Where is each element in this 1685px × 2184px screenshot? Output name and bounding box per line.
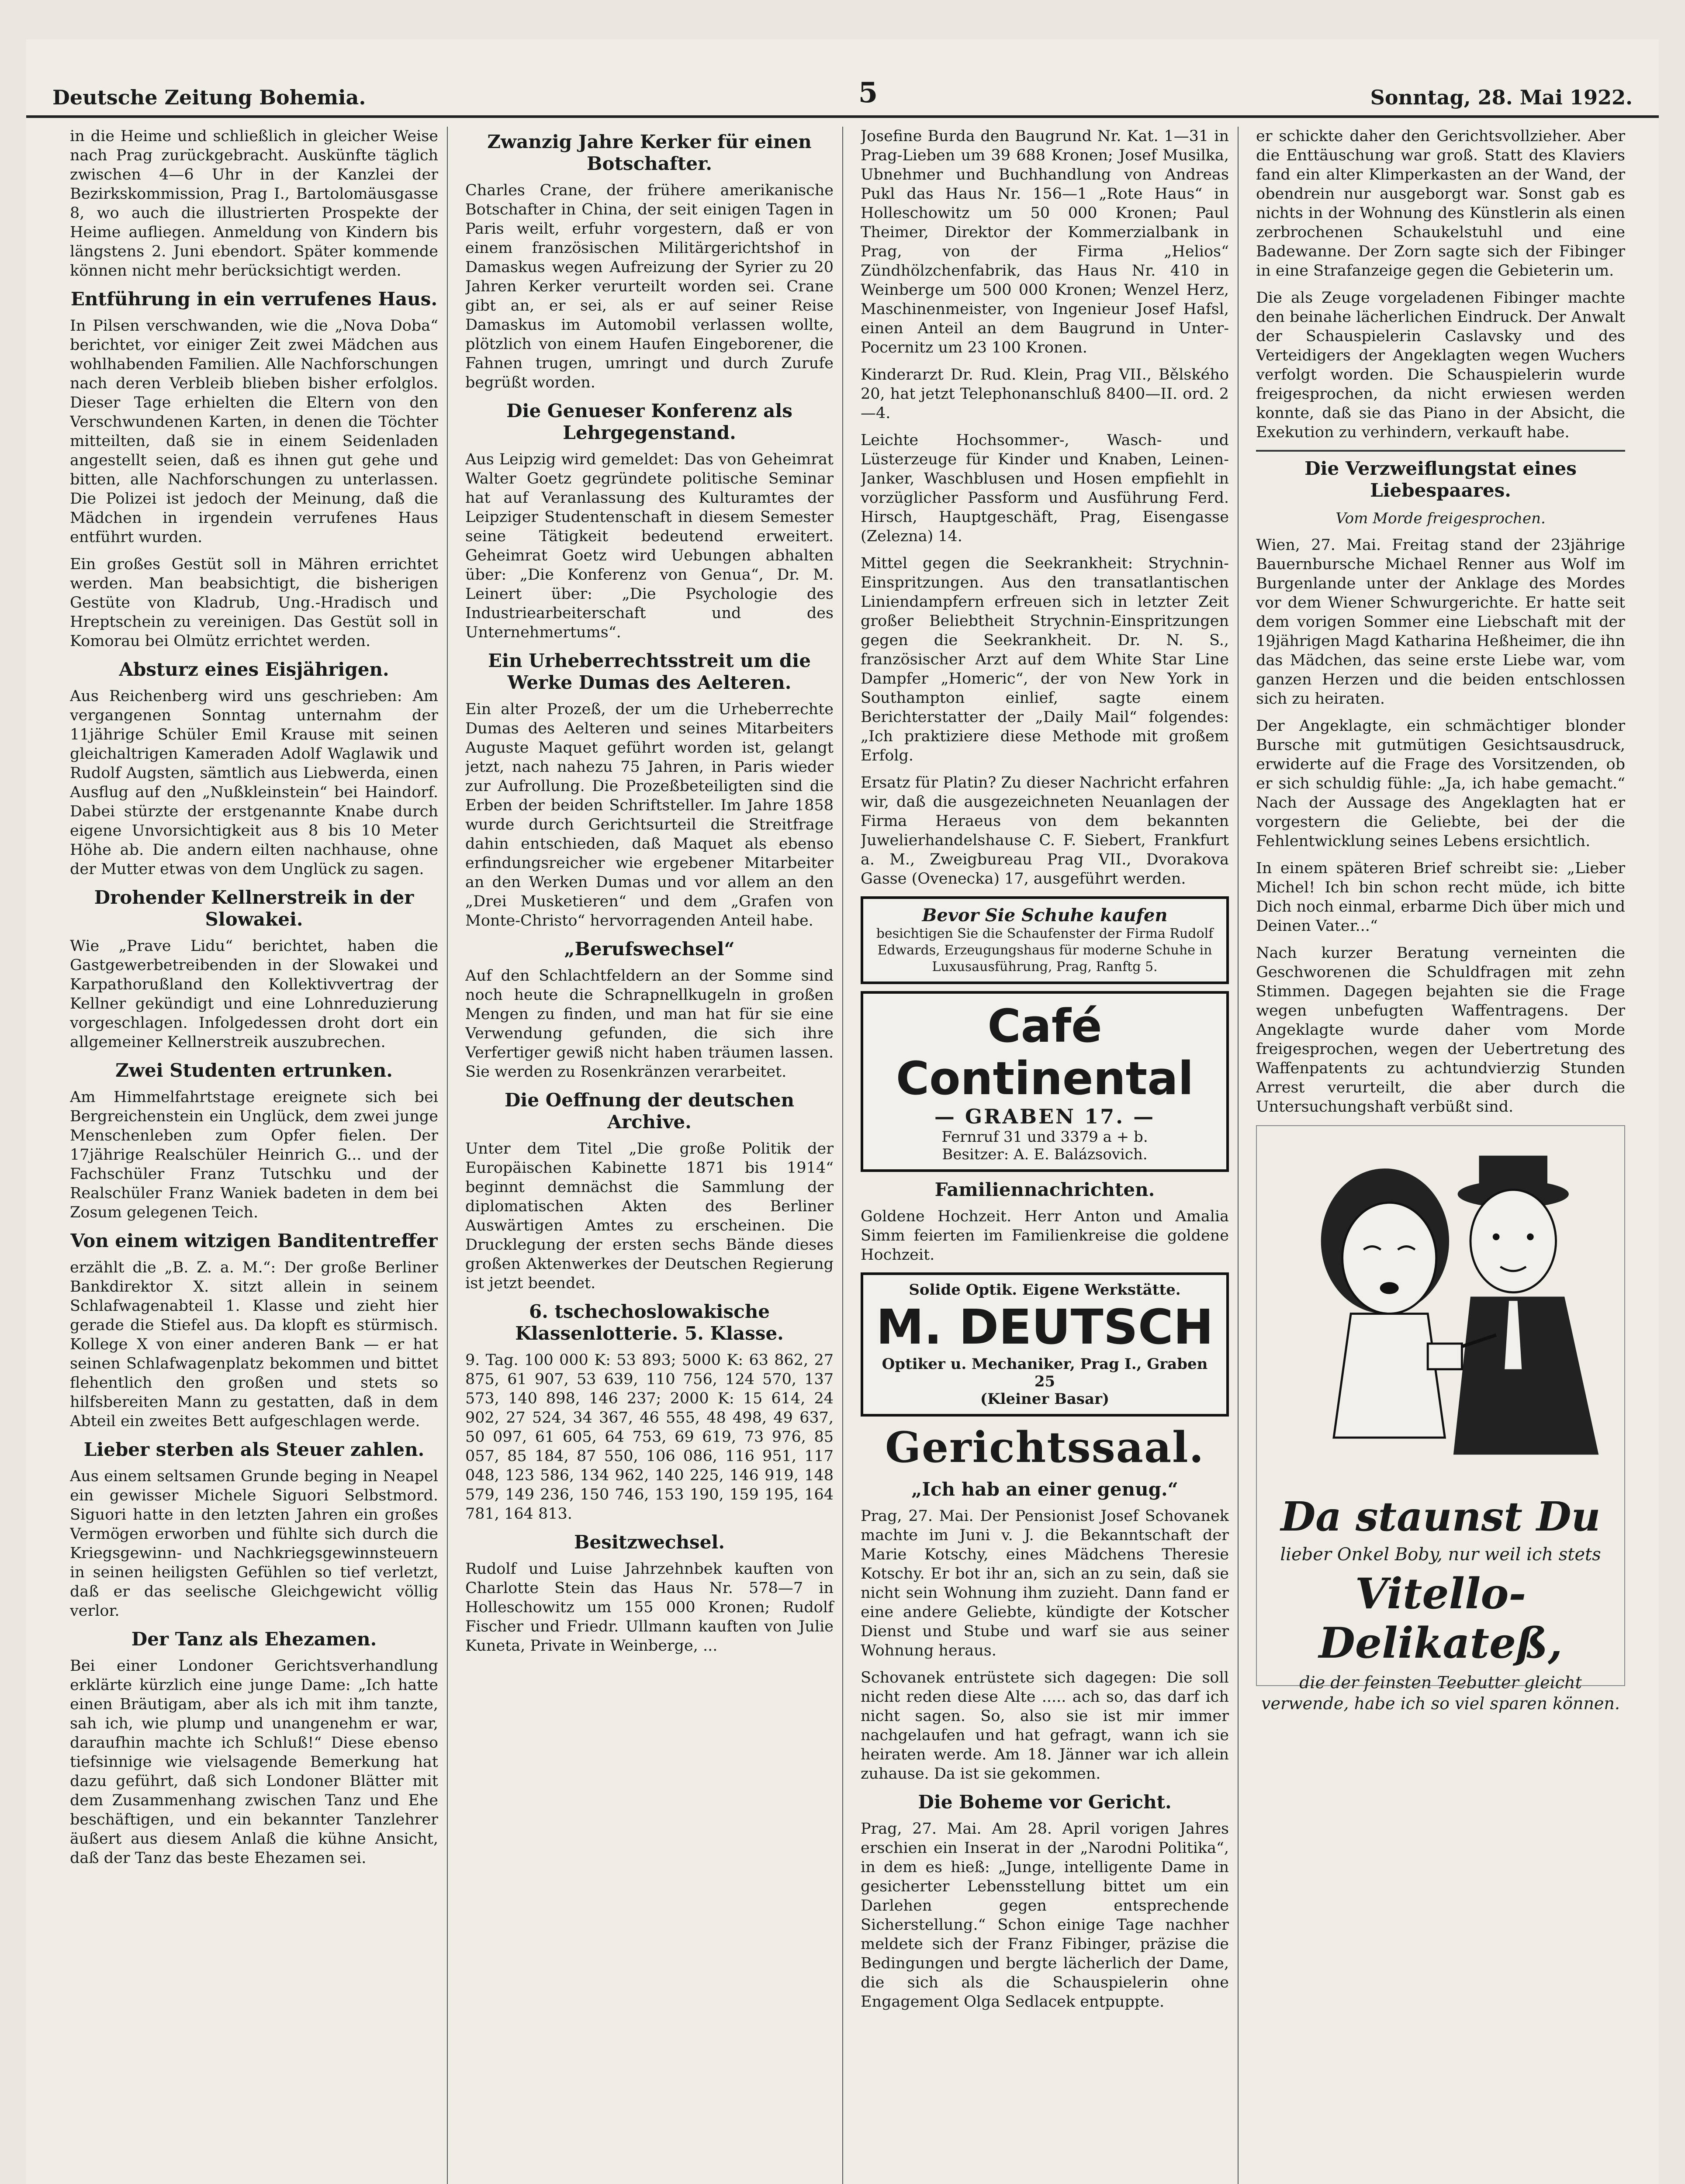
article-heading: „Berufswechsel“ (564, 938, 735, 960)
article-subheading: Vom Morde freigesprochen. (1336, 510, 1546, 527)
article-text: er schickte daher den Gerichtsvollzieher. Aber die Enttäuschung war groß. Statt des Klaviers fand ein alter Klimperkasten an der Wand, der obendrein nur ausgeborgt war. Sonst gab es nichts in der Wohnung des Künstlerin als einen zerbrochenen Schaukelstuhl und eine Badewanne. Der Zorn sagte sich der Fibinger in eine Strafanzeige gegen die Gebieterin um. (1256, 128, 1625, 280)
ad-cafe-continental (861, 991, 1229, 1172)
article-heading: Zwanzig Jahre Kerker für einen Botschafter. (487, 131, 812, 174)
article-text: In Pilsen verschwanden, wie die „Nova Doba“ berichtet, vor einiger Zeit zwei Mädchen aus wohlhabenden Familien. Alle Nachforschungen nach deren Verbleib blieben bisher erfolglos. Dieser Tage erhielten die Eltern von den Verschwundenen Karten, in denen die Töchter mitteilten, daß sie in einem Seidenladen angestellt seien, daß es ihnen gut gehe und bitten, alle Nachforschungen zu unterlassen. Die Polizei ist jedoch der Meinung, daß die Mädchen in irgendein verrufenes Haus entführt wurden. (70, 317, 438, 546)
column-4 (1256, 127, 1634, 2184)
article-text: Der Angeklagte, ein schmächtiger blonder Bursche mit gutmütigen Gesichtsausdruck, erwiderte auf die Frage des Vorsitzenden, ob er sich schuldig fühle: „Ja, ich habe gemacht.“ Nach der Aussage des Angeklagten hat er vorgestern die Geliebte, bei der die Fehlentwicklung seines Lebens ersichtlich. (1256, 717, 1625, 850)
article-heading: Die Verzweiflungstat eines Liebespaares. (1304, 458, 1577, 501)
article-text: Charles Crane, der frühere amerikanische Botschafter in China, der seit einigen Tagen in Paris weilt, erfuhr vorgestern, daß er von einem französischen Militärgerichtshof in Damaskus wegen Aufreizung der Syrier zu 20 Jahren Kerker verurteilt worden sei. Crane gibt an, er sei, als er auf seiner Reise Damaskus im Automobil verlassen wollte, plötzlich von einem Haufen Eingeborener, die Fahnen trugen, umringt und durch Zurufe begrüßt worden. (465, 182, 834, 391)
ad-vitello-brand: Vitello-Delikateß, (1318, 1569, 1563, 1668)
ad-deutsch-name: M. DEUTSCH (876, 1299, 1214, 1355)
article-text: erzählt die „B. Z. a. M.“: Der große Berliner Bankdirektor X. sitzt allein in seinem Schlafwagenabteil 1. Klasse und zieht hier gerade die Stiefel aus. Da klopft es stürmisch. Kollege X von einer anderen Bank — er hat seinen Schlafwagenplatz bekommen und bittet flehentlich den großen und stets so hilfsbereiten Mann zu gestatten, daß in dem Abteil ein zweites Bett aufgeschlagen werde. (70, 1259, 438, 1430)
article-heading: Die Oeffnung der deutschen Archive. (505, 1089, 794, 1133)
article-text: Wie „Prave Lidu“ berichtet, haben die Gastgewerbetreibenden in der Slowakei und Karpathorußland den Kollektivvertrag der Kellner gekündigt und eine Lohnreduzierung vorgeschlagen. Infolgedessen droht dort ein allgemeiner Kellnerstreik auszubrechen. (70, 937, 438, 1051)
article-heading: Besitzwechsel. (574, 1531, 725, 1553)
article-heading: Zwei Studenten ertrunken. (115, 1060, 393, 1081)
ad-deutsch-address: Optiker u. Mechaniker, Prag I., Graben 25 (882, 1355, 1208, 1390)
ad-shoes-title: Bevor Sie Schuhe kaufen (922, 905, 1168, 926)
notice-text: Kinderarzt Dr. Rud. Klein, Prag VII., Bělského 20, hat jetzt Telephonanschluß 8400—II. ord. 2—4. (861, 366, 1229, 422)
ad-shoes (861, 896, 1229, 984)
article-text: Nach kurzer Beratung verneinten die Geschworenen die Schuldfragen mit zehn Stimmen. Dagegen bejahten sie die Frage wegen unbefugten Waffentragens. Der Angeklagte wurde daher vom Morde freigesprochen, wegen der Uebertretung des Waffenpatents zu achtundvierzig Stunden Arrest verurteilt, die aber durch die Untersuchungshaft verbüßt sind. (1256, 944, 1625, 1116)
article-text: Prag, 27. Mai. Am 28. April vorigen Jahres erschien ein Inserat in der „Narodni Politika“, in dem es hieß: „Junge, intelligente Dame in gesicherter Lebensstellung bittet um ein Darlehen gegen entsprechende Sicherstellung.“ Schon einige Tage nachher meldete sich der Franz Fibinger, präzise die Bedingungen und bergte lächerlich der Dame, die sich als die Schauspielerin ohne Engagement Olga Sedlacek entpuppte. (861, 1820, 1229, 2011)
article-text: Mittel gegen die Seekrankheit: Strychnin-Einspritzungen. Aus den transatlantischen Liniendampfern erfreuen sich in letzter Zeit großer Beliebtheit Strychnin-Einspritzungen gegen die Seekrankheit. Dr. N. S., französischer Arzt auf dem White Star Line Dampfer „Homeric“, der von New York in Southampton einlief, sagte einem Berichterstatter der „Daily Mail“ folgendes: „Ich praktiziere diese Methode mit großem Erfolg. (861, 555, 1229, 764)
ad-vitello (1256, 1125, 1625, 1713)
article-heading: Ein Urheberrechtsstreit um die Werke Dumas des Aelteren. (488, 650, 811, 693)
article-text: Die als Zeuge vorgeladenen Fibinger machte den beinahe lächerlichen Eindruck. Der Anwalt der Schauspielerin Caslavsky und des Verteidigers der Angeklagten wegen Wuchers verfolgt worden. Die Schauspielerin wurde freigesprochen, da nicht erwiesen werden konnte, daß sie das Piano in der Absicht, die Exekution zu verhindern, verkauft habe. (1256, 289, 1625, 441)
article-text: Rudolf und Luise Jahrzehnbek kauften von Charlotte Stein das Haus Nr. 578—7 in Holleschowitz um 155 000 Kronen; Rudolf Fischer und Friedr. Ullmann kauften von Julie Kuneta, Private in Weinberge, ... (465, 1560, 834, 1655)
article-heading: Lieber sterben als Steuer zahlen. (83, 1439, 425, 1460)
column-3 (861, 127, 1239, 2184)
ad-deutsch-tagline: Solide Optik. Eigene Werkstätte. (909, 1281, 1181, 1299)
column-1 (70, 127, 448, 2184)
divider (1256, 450, 1625, 452)
article-text: Aus Leipzig wird gemeldet: Das von Geheimrat Walter Goetz gegründete politische Seminar hat auf Veranlassung des Kulturamtes der Leipziger Studentenschaft in diesem Semester seine Tätigkeit bedeutend erweitert. Geheimrat Goetz wird Uebungen abhalten über: „Die Konferenz von Genua“, Dr. M. Leinert über: „Die Psychologie des Industriearbeiterschaft und des Unternehmertums“. (465, 451, 834, 641)
article-text: Bei einer Londoner Gerichtsverhandlung erklärte kürzlich eine junge Dame: „Ich hatte einen Bräutigam, aber als ich mit ihm tanzte, sah ich, wie plump und unangenehm er war, daraufhin machte ich Schluß!“ Diese ebenso tiefsinnige wie vielsagende Bemerkung hat dazu geführt, daß sich Londoner Blätter mit dem Zusammenhang zwischen Tanz und Ehe beschäftigen, und ein bekannter Tanzlehrer äußert aus diesem Anlaß die kühne Ansicht, daß der Tanz das beste Ehezamen sei. (70, 1657, 438, 1867)
article-text: Aus Reichenberg wird uns geschrieben: Am vergangenen Sonntag unternahm der 11jährige Schüler Emil Krause mit seinen gleichaltrigen Kameraden Adolf Waglawik und Rudolf Augsten, sämtlich aus Liebwerda, einen Ausflug auf den „Nußkleinstein“ bei Haindorf. Dabei stürzte der erstgenannte Knabe durch eigene Unvorsichtigkeit aus 8 bis 10 Meter Höhe ab. Die andern eilten nachhause, ohne der Mutter etwas von dem Unglück zu sagen. (70, 688, 438, 878)
section-heading-court: Gerichtssaal. (885, 1423, 1205, 1472)
article-text: Ein großes Gestüt soll in Mähren errichtet werden. Man beabsichtigt, die bisherigen Gestüte von Kladrub, Ung.-Hradisch und Hreptschein zu vereinigen. Das Gestüt soll in Komorau bei Olmütz errichtet werden. (70, 556, 438, 650)
section-heading: Familiennachrichten. (934, 1179, 1155, 1200)
article-text: Schovanek entrüstete sich dagegen: Die soll nicht reden diese Alte ..... ach so, das darf ich nicht sagen. So, also sie ist mir immer nachgelaufen und hat gefragt, wann ich sie heiraten werde. Am 18. Jänner war ich allein zuhause. Da ist sie gekommen. (861, 1669, 1229, 1783)
column-2 (465, 127, 843, 2184)
article-text: Ersatz für Platin? Zu dieser Nachricht erfahren wir, daß die ausgezeichneten Neuanlagen der Firma Heraeus von dem bekannten Juwelierhandelshause C. F. Siebert, Frankfurt a. M., Zweigbureau Prag VII., Dvorakova Gasse (Ovenecka) 17, ausgeführt werden. (861, 774, 1229, 888)
article-text: Josefine Burda den Baugrund Nr. Kat. 1—31 in Prag-Lieben um 39 688 Kronen; Josef Musilka, Ubnehmer und Buchhandlung von Andreas Pukl das Haus Nr. 156—1 „Rote Haus“ in Holleschowitz um 50 000 Kronen; Paul Theimer, Direktor der Kommerzialbank in Prag, von der Firma „Helios“ Zündhölzchenfabrik, das Haus Nr. 410 in Weinberge um 500 000 Kronen; Wenzel Herz, Maschinenmeister, von Ingenieur Josef Hafsl, einen Anteil an dem Baugrund in Unter-Pocernitz um 23 100 Kronen. (861, 128, 1229, 356)
columns (70, 127, 1634, 2184)
article-heading: Der Tanz als Ehezamen. (131, 1628, 377, 1650)
article-heading: Von einem witzigen Banditentreffer (70, 1230, 438, 1251)
ad-cafe-phone: Fernruf 31 und 3379 a + b. (941, 1128, 1148, 1146)
article-heading: Entführung in ein verrufenes Haus. (70, 288, 438, 310)
article-text: Ein alter Prozeß, der um die Urheberrechte Dumas des Aelteren und seines Mitarbeiters Auguste Maquet geführt worden ist, gelangt jetzt, nach nahezu 75 Jahren, in Paris wieder zur Aufrollung. Die Prozeßbeteiligten sind die Erben der beiden Schriftsteller. Im Jahre 1858 wurde durch Gerichtsurteil die Streitfrage dahin entschieden, daß Maquet als ebenso erfindungsreicher wie ergebener Mitarbeiter an den Werken Dumas und vor allem an den „Drei Musketieren“ und dem „Grafen von Monte-Christo“ hervorragenden Anteil habe. (465, 701, 834, 930)
article-text: Am Himmelfahrtstage ereignete sich bei Bergreichenstein ein Unglück, dem zwei junge Menschenleben zum Opfer fielen. Der 17jährige Realschüler Heinrich G... und der Fachschüler Franz Tutschku und der Realschüler Franz Waniek badeten in dem bei Zosum gelegenen Teich. (70, 1089, 438, 1221)
masthead-title: Deutsche Zeitung Bohemia. (52, 86, 366, 109)
ad-cafe-owner: Besitzer: A. E. Balázsovich. (942, 1146, 1148, 1163)
article-heading: Die Boheme vor Gericht. (918, 1791, 1172, 1813)
ad-shoes-text: besichtigen Sie die Schaufenster der Firma Rudolf Edwards, Erzeugungshaus für moderne Schuhe in Luxusausführung, Prag, Ranftg 5. (876, 926, 1214, 975)
ad-cafe-street: — GRABEN 17. — (934, 1105, 1156, 1128)
masthead-date: Sonntag, 28. Mai 1922. (1370, 86, 1633, 109)
article-text: Prag, 27. Mai. Der Pensionist Josef Schovanek machte im Juni v. J. die Bekanntschaft der Marie Kotschy, eines Mädchens Theresie Kotschy. Er bot ihr an, sich an zu sein, daß sie nicht sein Wohnung ihm zuzieht. Dann fand er eine andere Geliebte, kündigte der Kotscher Dienst und Stube und warf sie aus seiner Wohnung heraus. (861, 1507, 1229, 1659)
article-heading: „Ich hab an einer genug.“ (911, 1479, 1178, 1500)
masthead (26, 70, 1659, 118)
article-text: Wien, 27. Mai. Freitag stand der 23jährige Bauernbursche Michael Renner aus Wolf im Burgenlande unter der Anklage des Mordes vor dem Wiener Schwurgerichte. Er hatte seit dem vorigen Sommer eine Liebschaft mit der 19jährigen Magd Katharina Heßheimer, die ihn das Mädchen, das seine erste Liebe war, vom ganzen Herzen und die beiden entschlossen sich zu heiraten. (1256, 536, 1625, 708)
article-text: Auf den Schlachtfeldern an der Somme sind noch heute die Schrapnellkugeln in großen Mengen zu finden, und man hat für sie eine Verwendung gefunden, die sich ihre Verfertiger gewiß nicht haben träumen lassen. Sie werden zu Rosenkränzen verarbeitet. (465, 967, 834, 1081)
article-text: in die Heime und schließlich in gleicher Weise nach Prag zurückgebracht. Auskünfte täglich zwischen 4—6 Uhr in der Kanzlei der Bezirkskommission, Prag I., Bartolomäusgasse 8, wo auch die illustrierten Prospekte der Heime aufliegen. Anmeldung von Kindern bis längstens 2. Juni ebendort. Später kommende können nicht mehr berücksichtigt werden. (70, 128, 438, 280)
article-text: Goldene Hochzeit. Herr Anton und Amalia Simm feierten im Familienkreise die goldene Hochzeit. (861, 1208, 1229, 1264)
article-text: Aus einem seltsamen Grunde beging in Neapel ein gewisser Michele Siguori Selbstmord. Siguori hatte in den letzten Jahren ein großes Vermögen erworben und fühlte sich durch die Kriegsgewinn- und Nachkriegsgewinnsteuern in seinen heiligsten Gefühlen so tief verletzt, daß er das seelische Gleichgewicht völlig verlor. (70, 1468, 438, 1620)
article-heading: Die Genueser Konferenz als Lehrgegenstand. (506, 400, 792, 443)
article-text: 9. Tag. 100 000 K: 53 893; 5000 K: 63 862, 27 875, 61 907, 53 639, 110 756, 124 570, 137 573, 140 898, 146 237; 2000 K: 15 614, 24 902, 27 524, 34 367, 46 555, 48 498, 49 637, 50 097, 61 605, 64 753, 69 619, 73 976, 85 057, 85 184, 87 550, 106 086, 116 951, 117 048, 123 586, 134 962, 140 225, 146 919, 148 579, 149 236, 150 746, 153 190, 159 195, 164 781, 164 813. (465, 1351, 834, 1523)
article-heading: Drohender Kellnerstreik in der Slowakei. (94, 887, 414, 930)
notice-text: Leichte Hochsommer-, Wasch- und Lüsterzeuge für Kinder und Knaben, Leinen-Janker, Waschblusen und Hosen empfiehlt in vorzüglicher Passform und Ausführung Ferd. Hirsch, Hauptgeschäft, Prag, Eisengasse (Zelezna) 14. (861, 432, 1229, 545)
article-heading: Absturz eines Eisjährigen. (119, 659, 389, 680)
page-number: 5 (858, 76, 878, 109)
ad-cafe-name: Café Continental (896, 999, 1194, 1105)
ad-vitello-illustration (1257, 1126, 1624, 1484)
ad-deutsch-sub: (Kleiner Basar) (980, 1390, 1110, 1408)
ad-deutsch-optician (861, 1272, 1229, 1417)
ad-vitello-headline: Da staunst Du (1280, 1493, 1601, 1540)
newspaper-page (26, 39, 1659, 2184)
ad-vitello-line: lieber Onkel Boby, nur weil ich stets (1280, 1545, 1601, 1565)
article-text: Unter dem Titel „Die große Politik der Europäischen Kabinette 1871 bis 1914“ beginnt demnächst die Sammlung der diplomatischen Akten des Berliner Auswärtigen Amtes zu erscheinen. Die Drucklegung der ersten sechs Bände dieses großen Aktenwerkes der Deutschen Regierung ist jetzt beendet. (465, 1140, 834, 1292)
article-heading: 6. tschechoslowakische Klassenlotterie. 5. Klasse. (515, 1301, 784, 1344)
article-text: In einem späteren Brief schreibt sie: „Lieber Michel! Ich bin schon recht müde, ich bitte Dich noch einmal, erbarme Dich über mich und Deinen Vater...“ (1256, 860, 1626, 935)
ad-vitello-tagline: die der feinsten Teebutter gleicht verwende, habe ich so viel sparen können. (1261, 1673, 1620, 1713)
